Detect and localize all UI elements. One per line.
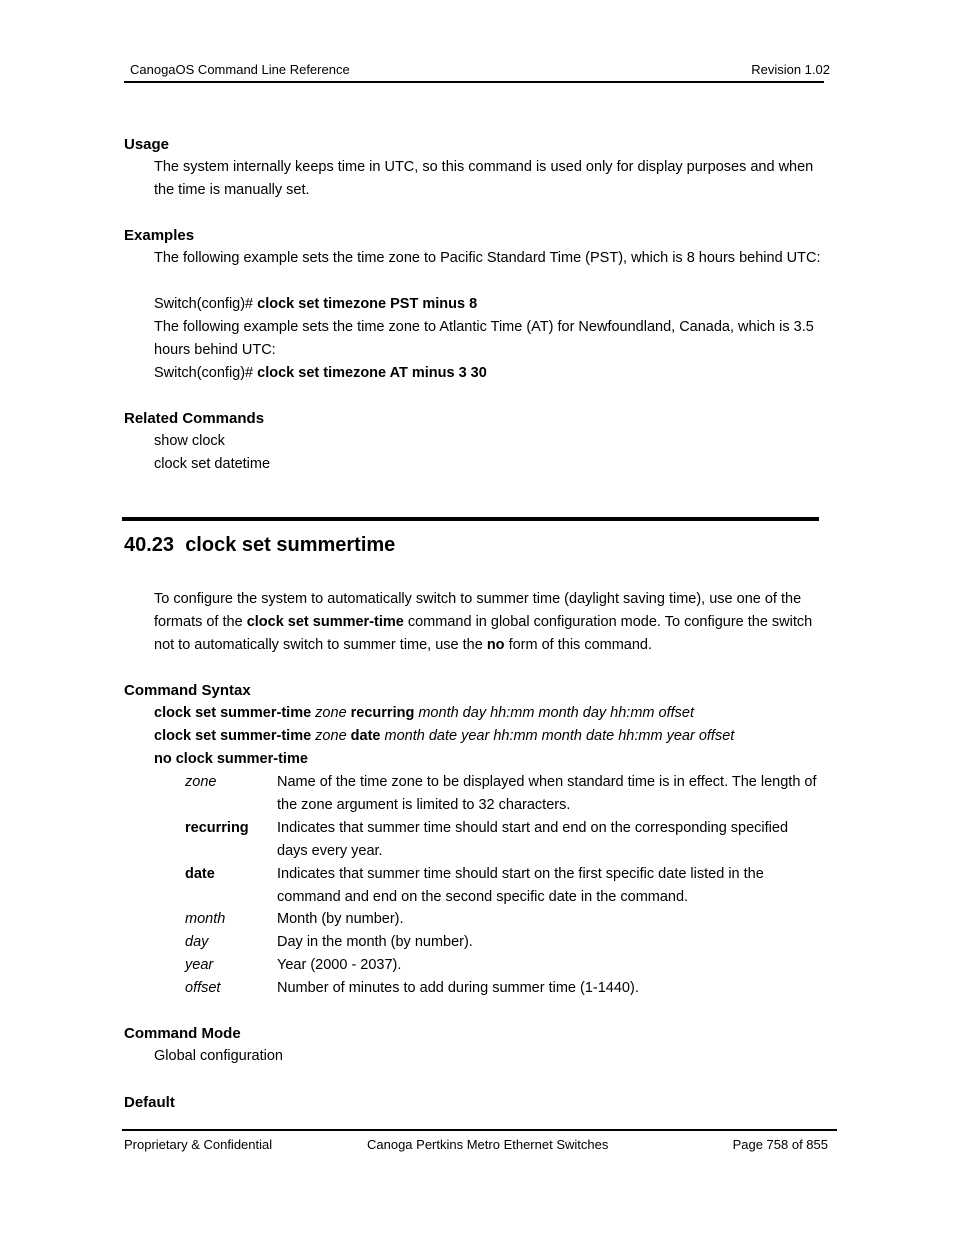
mode-text: Global configuration — [154, 1048, 283, 1064]
example-command-2-prompt: Switch(config)# — [154, 365, 258, 381]
intro-text-2: command in global configuration mode. To configure the switch not to automatically switch to summer time, use the — [154, 614, 813, 653]
param-date: date — [185, 866, 215, 882]
related-item-clock-set-datetime: clock set datetime — [154, 456, 271, 472]
param-zone-desc: Name of the time zone to be displayed when standard time is in effect. The length of the zone argument is limited to 32 characters. — [277, 774, 817, 813]
footer-rule — [122, 1129, 837, 1131]
section-intro — [154, 588, 822, 657]
param-offset-desc: Number of minutes to add during summer time (1-1440). — [277, 980, 639, 996]
syntax-line-1-cmd: clock set summer-time — [154, 705, 312, 721]
param-day: day — [185, 934, 209, 950]
intro-text-3: form of this command. — [504, 637, 653, 653]
param-date-desc: Indicates that summer time should start on the first specific date listed in the command and end on the second specific date in the command. — [277, 866, 764, 905]
param-month: month — [185, 911, 226, 927]
param-recurring-desc: Indicates that summer time should start and end on the corresponding specified days every year. — [277, 820, 789, 859]
syntax-line-2 — [154, 725, 734, 748]
syntax-line-1-keyword: recurring — [350, 705, 415, 721]
related-item-show-clock: show clock — [154, 433, 225, 449]
example-command-1-text: clock set timezone PST minus 8 — [257, 296, 478, 312]
param-year-desc: Year (2000 - 2037). — [277, 957, 402, 973]
examples-heading: Examples — [124, 227, 195, 244]
section-name: clock set summertime — [185, 534, 396, 556]
param-month-desc: Month (by number). — [277, 911, 404, 927]
param-year: year — [185, 957, 214, 973]
examples-text-2: The following example sets the time zone to Atlantic Time (AT) for Newfoundland, Canada, which is 3.5 hours behind UTC: — [154, 319, 814, 358]
usage-heading: Usage — [124, 136, 170, 153]
footer-product: Canoga Pertkins Metro Ethernet Switches — [367, 1137, 609, 1152]
related-heading: Related Commands — [124, 410, 265, 427]
header-revision: Revision 1.02 — [751, 62, 830, 77]
mode-heading: Command Mode — [124, 1025, 241, 1042]
param-day-desc: Day in the month (by number). — [277, 934, 473, 950]
intro-bold-command: clock set summer-time — [246, 614, 404, 630]
syntax-line-1-arg: zone — [311, 705, 351, 721]
intro-bold-no: no — [486, 637, 505, 653]
syntax-line-1 — [154, 702, 694, 725]
header-rule — [124, 81, 824, 83]
param-zone: zone — [185, 774, 217, 790]
example-command-2-text: clock set timezone AT minus 3 30 — [257, 365, 487, 381]
syntax-line-3 — [154, 748, 308, 771]
footer-confidential: Proprietary & Confidential — [124, 1137, 273, 1152]
example-command-1 — [154, 293, 477, 316]
syntax-line-1-args: month day hh:mm month day hh:mm offset — [414, 705, 694, 721]
param-offset: offset — [185, 980, 221, 996]
syntax-line-2-args: month date year hh:mm month date hh:mm year offset — [380, 728, 735, 744]
section-title — [124, 534, 395, 557]
intro-text-1: To configure the system to automatically switch to summer time (daylight saving time), use one of the formats of the — [154, 591, 802, 630]
syntax-line-2-arg: zone — [311, 728, 351, 744]
syntax-line-2-cmd: clock set summer-time — [154, 728, 312, 744]
example-command-1-prompt: Switch(config)# — [154, 296, 258, 312]
footer-page-number: Page 758 of 855 — [732, 1137, 828, 1152]
section-rule — [122, 517, 819, 521]
section-number: 40.23 — [124, 534, 175, 556]
syntax-line-3-cmd: no clock summer-time — [154, 751, 308, 767]
syntax-heading: Command Syntax — [124, 682, 251, 699]
default-heading: Default — [124, 1094, 175, 1111]
header-doc-title: CanogaOS Command Line Reference — [130, 62, 350, 77]
example-command-2 — [154, 362, 487, 385]
param-recurring: recurring — [185, 820, 249, 836]
usage-text: The system internally keeps time in UTC, so this command is used only for display purposes and when the time is manually set. — [154, 159, 814, 198]
examples-text-1: The following example sets the time zone to Pacific Standard Time (PST), which is 8 hours behind UTC: — [154, 250, 821, 266]
syntax-line-2-keyword: date — [350, 728, 381, 744]
